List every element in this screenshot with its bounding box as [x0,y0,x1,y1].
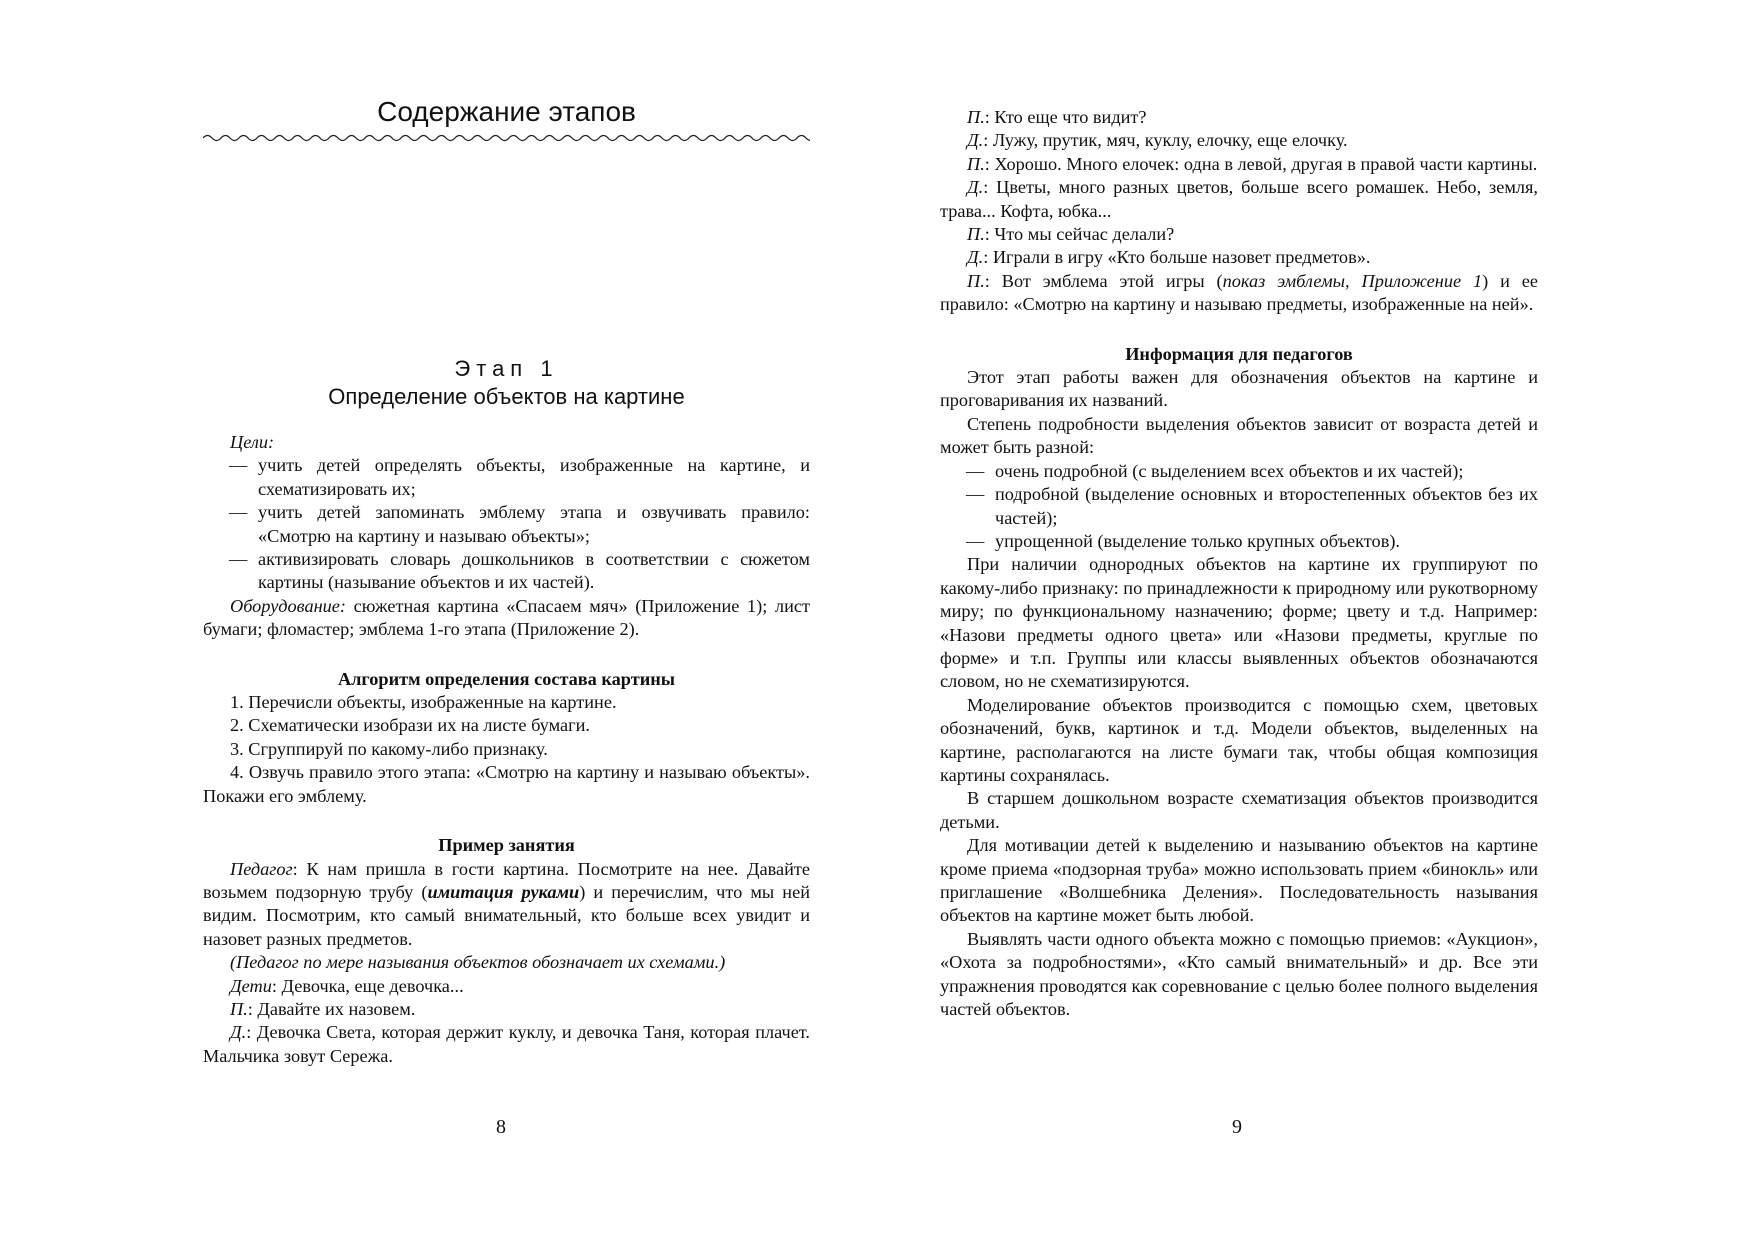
goal-item: — учить детей запоминать эмблему этапа и озвучивать правило: «Смотрю на картину и называю объекты»; [229,502,810,546]
algorithm-step: 3. Сгруппируй по какому-либо признаку. [230,738,548,759]
equipment-paragraph: Оборудование: сюжетная картина «Спасаем мяч» (Приложение 1); лист бумаги; фломастер; эмблема 1-го этапа (Приложение 2). [203,595,810,640]
dialog-line: П.: Хорошо. Много елочек: одна в левой, другая в правой части картины. [967,153,1538,174]
stage-title: Определение объектов на картине [328,384,685,409]
dialog-line: Д.: Лужу, прутик, мяч, куклу, елочку, еще елочку. [967,130,1348,151]
page-number: 8 [496,1116,506,1138]
dialog-line: П.: Что мы сейчас делали? [967,224,1175,245]
info-list-item: — очень подробной (с выделением всех объектов и их частей); [966,460,1464,481]
left-body [203,431,810,1068]
dialog-line: Д.: Играли в игру «Кто больше назовет предметов». [967,247,1371,268]
goal-item: — учить детей определять объекты, изображенные на картине, и схематизировать их; [229,455,810,499]
goals-label: Цели: [230,432,275,452]
teacher-note: (Педагог по мере называния объектов обозначает их схемами.) [230,952,726,973]
info-paragraph: В старшем дошкольном возрасте схематизация объектов производится детьми. [940,788,1538,832]
stage-heading [203,355,810,411]
dialog-line: Педагог: К нам пришла в гости картина. Посмотрите на нее. Давайте возьмем подзорную трубу (имитация руками) и перечислим, что мы ней видим. Посмотрим, кто самый внимательный, кто больше всех увидит и назовет разных предметов. [203,858,810,949]
info-paragraph: Степень подробности выделения объектов зависит от возраста детей и может быть разной: [940,413,1538,458]
dialog-line: П.: Давайте их назовем. [230,998,416,1019]
page-number: 9 [1232,1116,1242,1138]
algorithm-step: 1. Перечисли объекты, изображенные на картине. [230,692,617,713]
dialog-line: Д.: Цветы, много разных цветов, больше всего ромашек. Небо, земля, трава... Кофта, юбка... [940,177,1538,221]
example-heading: Пример занятия [438,835,575,856]
algorithm-step: 2. Схематически изобрази их на листе бумаги. [230,715,590,736]
decorative-wave-divider [203,130,810,146]
dialog-line: П.: Вот эмблема этой игры (показ эмблемы, Приложение 1) и ее правило: «Смотрю на картину и называю предметы, изображенные на ней». [940,270,1539,315]
info-list-item: — подробной (выделение основных и второстепенных объектов без их частей); [966,484,1538,528]
algorithm-step: 4. Озвучь правило этого этапа: «Смотрю на картину и называю объекты». Покажи его эмблему. [203,762,810,806]
right-body [940,106,1538,1021]
info-paragraph: Для мотивации детей к выделению и называнию объектов на картине кроме приема «подзорная труба» можно использовать прием «бинокль» или приглашение «Волшебника Деления». Последовательность называния объектов на картине может быть любой. [940,835,1538,926]
chapter-title: Содержание этапов [377,96,636,127]
algorithm-heading: Алгоритм определения состава картины [337,668,676,689]
info-list-item: — упрощенной (выделение только крупных объектов). [966,530,1400,551]
info-paragraph: Моделирование объектов производится с помощью схем, цветовых обозначений, букв, картинок и т.д. Модели объектов, выделенных на картине, располагаются на листе бумаги так, чтобы общая композиция картины сохранялась. [940,694,1538,785]
stage-number: Этап 1 [454,356,559,381]
dialog-line: Д.: Девочка Света, которая держит куклу, и девочка Таня, которая плачет. Мальчика зовут Сережа. [203,1022,810,1066]
info-heading: Информация для педагогов [1125,343,1353,364]
info-paragraph: Выявлять части одного объекта можно с помощью приемов: «Аукцион», «Охота за подробностями», «Кто самый внимательный» и др. Все эти упражнения проводятся как соревнование с целью более полного выделения частей объектов. [940,928,1538,1020]
dialog-line: П.: Кто еще что видит? [967,107,1147,127]
info-paragraph: Этот этап работы важен для обозначения объектов на картине и проговаривания их названий. [940,367,1538,411]
info-paragraph: При наличии однородных объектов на картине их группируют по какому-либо признаку: по принадлежности к природному или рукотворному миру; по функциональному назначению; форме; цвету и т.д. Например: «Назови предметы одного цвета» или «Назови предметы, круглые по форме» и т.п. Группы или классы выявленных объектов обозначаются словом, но не схематизируются. [940,554,1538,692]
dialog-line: Дети: Девочка, еще девочка... [230,975,464,996]
goal-item: — активизировать словарь дошкольников в соответствии с сюжетом картины (называние объектов и их частей). [229,549,810,593]
